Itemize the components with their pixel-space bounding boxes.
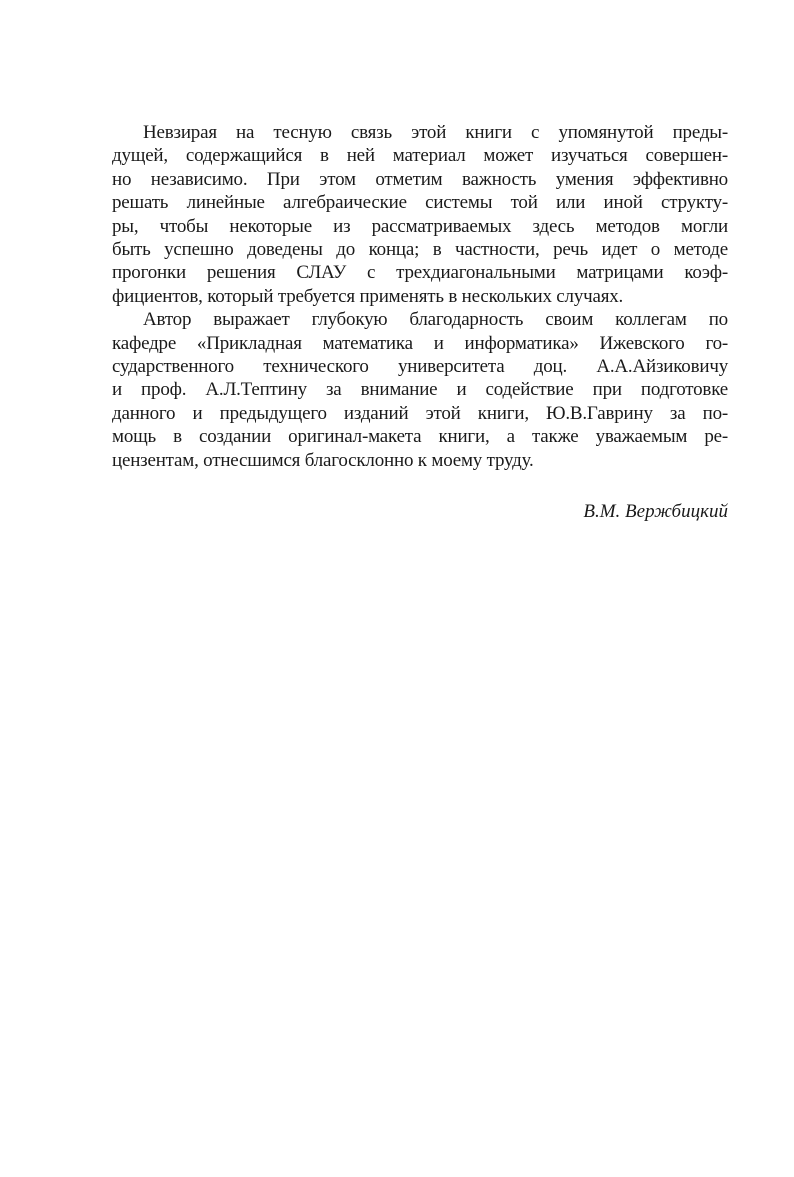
text-line: дущей, содержащийся в ней материал может изучаться совершен- — [112, 145, 728, 167]
text-line: ры, чтобы некоторые из рассматриваемых здесь методов могли — [112, 215, 728, 237]
text-line: Автор выражает глубокую благодарность своим коллегам по — [143, 309, 728, 331]
author-signature: В.М. Вержбицкий — [583, 501, 728, 522]
text-line: прогонки решения СЛАУ с трехдиагональными матрицами коэф- — [112, 262, 728, 284]
text-line: кафедре «Прикладная математика и информатика» Ижевского го- — [112, 332, 728, 354]
paragraph-1 — [112, 121, 728, 308]
text-line: цензентам, отнесшимся благосклонно к моему труду. — [112, 449, 534, 471]
text-line: данного и предыдущего изданий этой книги, Ю.В.Гаврину за по- — [112, 402, 728, 424]
text-line: но независимо. При этом отметим важность умения эффективно — [112, 168, 728, 190]
text-line: фициентов, который требуется применять в нескольких случаях. — [112, 285, 624, 307]
text-line: быть успешно доведены до конца; в частности, речь идет о методе — [112, 238, 728, 260]
text-line: и проф. А.Л.Тептину за внимание и содействие при подготовке — [112, 379, 728, 401]
text-line: сударственного технического университета доц. А.А.Айзиковичу — [112, 356, 728, 378]
text-line: решать линейные алгебраические системы той или иной структу- — [112, 192, 728, 214]
document-body — [112, 121, 728, 472]
text-line: мощь в создании оригинал-макета книги, а также уважаемым ре- — [112, 426, 728, 448]
paragraph-2 — [112, 308, 728, 472]
text-line: Невзирая на тесную связь этой книги с упомянутой преды- — [143, 122, 728, 143]
